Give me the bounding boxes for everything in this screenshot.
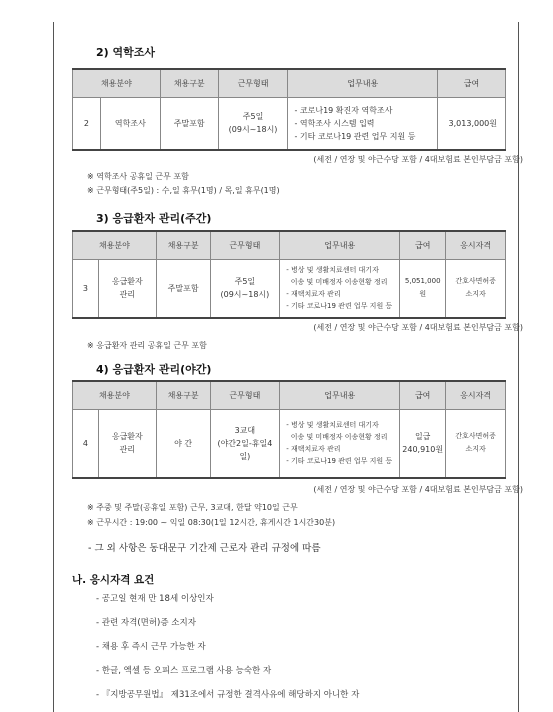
row-type: 주말포함 — [160, 98, 218, 150]
row-number: 2 — [73, 98, 101, 150]
header-pay: 급여 — [400, 231, 446, 260]
note: ※ 근무형태(주5일) : 수,일 휴무(1명) / 목,일 휴무(1명) — [87, 186, 280, 195]
row-duties: - 병상 및 생활치료센터 대기자 이송 및 미배정자 이송현황 정리 - 재택치료자 관리 - 기타 코로나19 관련 업무 지원 등 — [280, 260, 400, 318]
row-duties: - 코로나19 확진자 역학조사 - 역학조사 시스템 입력 - 기타 코로나19 관련 업무 지원 등 — [288, 98, 438, 150]
row-work: 주5일 (09시~18시) — [210, 260, 280, 318]
row-qualification: 간호사면허증 소지자 — [446, 260, 506, 318]
table-row — [73, 410, 506, 478]
header-type: 채용구분 — [156, 231, 210, 260]
header-pay: 급여 — [400, 381, 446, 410]
header-duties: 업무내용 — [280, 381, 400, 410]
header-type: 채용구분 — [160, 69, 218, 98]
row-pay: 3,013,000원 — [438, 98, 506, 150]
row-duties: - 병상 및 생활치료센터 대기자 이송 및 미배정자 이송현황 정리 - 재택치료자 관리 - 기타 코로나19 관련 업무 지원 등 — [280, 410, 400, 478]
table-emergency-day — [72, 230, 506, 319]
header-field: 채용분야 — [73, 69, 161, 98]
row-field: 응급환자 관리 — [98, 410, 156, 478]
row-work: 주5일 (09시~18시) — [218, 98, 288, 150]
row-field: 응급환자 관리 — [98, 260, 156, 318]
header-work: 근무형태 — [210, 381, 280, 410]
section-title-emergency-night: 4) 응급환자 관리(야간) — [96, 363, 212, 376]
qualification-heading: 나. 응시자격 요건 — [72, 574, 155, 586]
note: ※ 주중 및 주말(공휴일 포함) 근무, 3교대, 한달 약10일 근무 — [87, 503, 298, 512]
tax-note: (세전 / 연장 및 야근수당 포함 / 4대보험료 본인부담금 포함) — [313, 323, 523, 332]
requirement-item: - 한글, 엑셀 등 오피스 프로그램 사용 능숙한 자 — [96, 666, 272, 676]
row-work: 3교대 (야간2일-휴일4일) — [210, 410, 280, 478]
row-qualification: 간호사면허증 소지자 — [446, 410, 506, 478]
header-field: 채용분야 — [73, 381, 157, 410]
note: ※ 역학조사 공휴일 근무 포함 — [87, 172, 189, 181]
requirement-item: - 『지방공무원법』 제31조에서 규정한 결격사유에 해당하지 아니한 자 — [96, 690, 360, 700]
row-type: 야 간 — [156, 410, 210, 478]
header-type: 채용구분 — [156, 381, 210, 410]
header-work: 근무형태 — [210, 231, 280, 260]
row-pay: 일급 240,910원 — [400, 410, 446, 478]
header-qualification: 응시자격 — [446, 231, 506, 260]
row-field: 역학조사 — [100, 98, 160, 150]
tax-note: (세전 / 연장 및 야근수당 포함 / 4대보험료 본인부담금 포함) — [313, 485, 523, 494]
section-title-emergency-day: 3) 응급환자 관리(주간) — [96, 212, 212, 225]
table-row — [73, 98, 506, 150]
tax-note: (세전 / 연장 및 야근수당 포함 / 4대보험료 본인부담금 포함) — [313, 155, 523, 164]
requirement-item: - 공고일 현재 만 18세 이상인자 — [96, 594, 214, 604]
note: ※ 근무시간 : 19:00 ~ 익일 08:30(1일 12시간, 휴게시간 1시간30분) — [87, 518, 336, 527]
row-type: 주말포함 — [156, 260, 210, 318]
note: ※ 응급환자 관리 공휴일 근무 포함 — [87, 341, 207, 350]
table-header-row — [73, 69, 506, 98]
header-work: 근무형태 — [218, 69, 288, 98]
table-epidemiology — [72, 68, 506, 151]
row-number: 4 — [73, 410, 99, 478]
section-title-epidemiology: 2) 역학조사 — [96, 46, 156, 59]
header-pay: 급여 — [438, 69, 506, 98]
header-duties: 업무내용 — [288, 69, 438, 98]
requirement-item: - 채용 후 즉시 근무 가능한 자 — [96, 642, 206, 652]
table-row — [73, 260, 506, 318]
other-rule: - 그 외 사항은 동대문구 기간제 근로자 관리 규정에 따름 — [88, 543, 321, 554]
requirement-item: - 관련 자격(면허)증 소지자 — [96, 618, 196, 628]
row-pay: 5,051,000원 — [400, 260, 446, 318]
row-number: 3 — [73, 260, 99, 318]
header-duties: 업무내용 — [280, 231, 400, 260]
header-qualification: 응시자격 — [446, 381, 506, 410]
header-field: 채용분야 — [73, 231, 157, 260]
table-emergency-night — [72, 380, 506, 479]
